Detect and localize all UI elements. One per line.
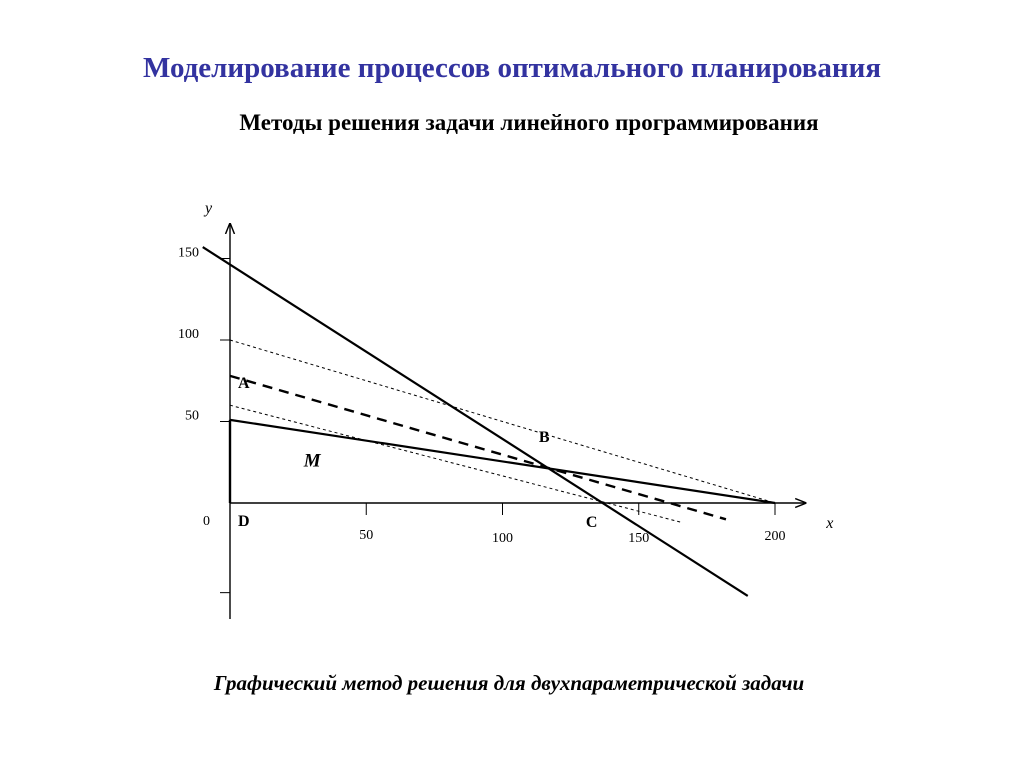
objective-dashed-line <box>230 376 726 519</box>
plot-lines <box>203 247 775 596</box>
region-label-m: M <box>303 450 321 472</box>
x-tick-label: 100 <box>492 531 513 546</box>
constraint-1-line <box>203 247 748 596</box>
y-tick-label: 50 <box>185 408 199 424</box>
axes <box>230 224 805 619</box>
point-label-b: B <box>538 428 550 446</box>
x-axis-label: x <box>826 515 834 532</box>
point-label-c: C <box>585 514 598 531</box>
page-subtitle: Методы решения задачи линейного программирования <box>239 110 819 135</box>
point-label-d: D <box>238 513 250 530</box>
level-line-upper-line <box>230 340 775 503</box>
origin-label: 0 <box>203 514 210 529</box>
figure-caption: Графический метод решения для двухпараметрической задачи <box>213 671 805 695</box>
x-tick-label: 50 <box>359 528 374 543</box>
page-title: Моделирование процессов оптимального планирования <box>142 52 882 84</box>
x-tick-label: 150 <box>628 531 650 546</box>
y-axis-label: y <box>205 199 213 217</box>
x-tick-label: 200 <box>764 529 786 544</box>
y-tick-label: 150 <box>178 245 199 261</box>
labels <box>178 200 833 546</box>
y-tick-label: 100 <box>178 327 199 342</box>
level-line-lower-line <box>230 405 682 522</box>
point-label-a: A <box>238 375 250 393</box>
